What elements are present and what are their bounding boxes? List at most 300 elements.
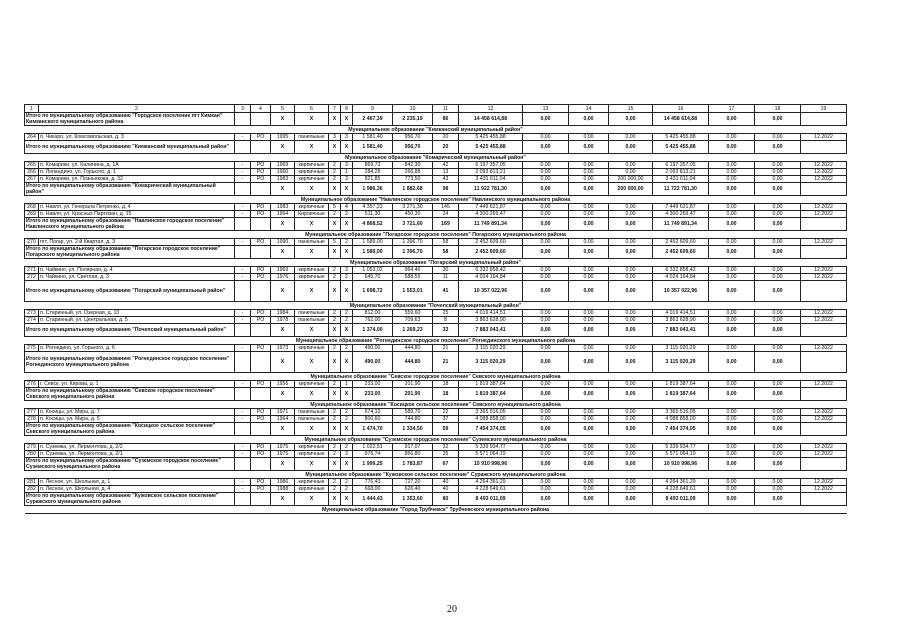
table-cell: 2 bbox=[329, 409, 341, 416]
total-cell: 1 374,00 bbox=[353, 324, 393, 337]
table-cell: 0,00 bbox=[609, 479, 653, 486]
address-cell: п. Комарики, ул. Позньякова, д. 32 bbox=[39, 176, 235, 183]
table-row bbox=[25, 211, 847, 218]
table-cell: 0,00 bbox=[609, 169, 653, 176]
total-label: Итого по муниципальному образованию "Городское поселение пгт Кимкан" Кимканского муниципального района bbox=[25, 113, 235, 126]
table-cell: 727,20 bbox=[393, 479, 433, 486]
total-cell: 1 589,00 bbox=[353, 246, 393, 259]
table-cell: PO bbox=[251, 381, 271, 388]
table-cell: 1956 bbox=[271, 381, 295, 388]
table-cell: 0,00 bbox=[709, 486, 755, 493]
table-cell: 674,10 bbox=[353, 409, 393, 416]
table-cell: 450,30 bbox=[393, 211, 433, 218]
table-cell: панельные bbox=[295, 310, 329, 317]
total-cell: 0,00 bbox=[609, 246, 653, 259]
total-cell: 14 458 614,88 bbox=[653, 113, 709, 126]
table-cell: 3 365 516,05 bbox=[653, 409, 709, 416]
total-cell: 0,00 bbox=[709, 493, 755, 506]
table-cell: кирпичные bbox=[295, 274, 329, 281]
total-cell: X bbox=[341, 324, 353, 337]
table-cell: 0,00 bbox=[609, 310, 653, 317]
table-cell: 645,70 bbox=[353, 274, 393, 281]
total-cell: 0,00 bbox=[755, 423, 801, 436]
total-label: Итого по муниципальному образованию "Косицкое сельское поселение" Севского муниципального района bbox=[25, 423, 235, 436]
table-cell: 201,90 bbox=[393, 381, 433, 388]
table-cell: 40 bbox=[433, 486, 459, 493]
table-cell: PO bbox=[251, 444, 271, 451]
table-cell: 268 bbox=[25, 204, 39, 211]
address-cell: п. Лесное, ул. Школьная, д. 1 bbox=[39, 479, 235, 486]
total-cell: 233,00 bbox=[353, 388, 393, 401]
table-cell: 0,00 bbox=[709, 239, 755, 246]
table-row bbox=[25, 176, 847, 183]
total-cell: 0,00 bbox=[569, 388, 609, 401]
table-cell: 2 bbox=[329, 479, 341, 486]
table-cell: 0,00 bbox=[755, 169, 801, 176]
table-cell: 1983 bbox=[271, 204, 295, 211]
table-cell: 0,00 bbox=[569, 444, 609, 451]
table-cell: 3 bbox=[341, 267, 353, 274]
column-number-cell: 16 bbox=[653, 105, 709, 113]
total-cell: 0,00 bbox=[755, 246, 801, 259]
table-cell: 776,43 bbox=[353, 479, 393, 486]
table-cell: 0,00 bbox=[523, 176, 569, 183]
section-title: Муниципальное образование "Навлинское городское поселение" Навлинского муниципального района bbox=[25, 196, 847, 204]
table-cell: 0,00 bbox=[569, 451, 609, 458]
table-cell: 0,00 bbox=[569, 169, 609, 176]
table-cell: 1986 bbox=[271, 479, 295, 486]
table-cell: 5 571 064,19 bbox=[459, 451, 523, 458]
table-cell: 1995 bbox=[271, 134, 295, 141]
total-row bbox=[25, 281, 847, 302]
table-cell: 1 bbox=[341, 381, 353, 388]
table-cell: 1 819 387,64 bbox=[459, 381, 523, 388]
total-cell: X bbox=[271, 324, 295, 337]
total-cell: 67 bbox=[433, 458, 459, 471]
address-cell: п. Чайкино, ул. Светлая, д. 3 bbox=[39, 274, 235, 281]
total-cell: 58 bbox=[433, 246, 459, 259]
table-cell: 2 bbox=[329, 169, 341, 176]
table-row bbox=[25, 345, 847, 352]
table-cell: 0,00 bbox=[755, 345, 801, 352]
total-cell: 0,00 bbox=[569, 493, 609, 506]
table-cell: 40 bbox=[433, 479, 459, 486]
total-cell: X bbox=[271, 183, 295, 196]
table-cell: 1960 bbox=[271, 169, 295, 176]
total-cell: 0,00 bbox=[609, 352, 653, 373]
table-cell: кирпичные bbox=[295, 444, 329, 451]
table-cell: 12.2022 bbox=[801, 317, 847, 324]
total-cell bbox=[251, 246, 271, 259]
table-row bbox=[25, 486, 847, 493]
table-cell: 559,60 bbox=[393, 310, 433, 317]
address-cell: п. Старинный, ул. Центральная, д. 5 bbox=[39, 317, 235, 324]
table-cell: 7 449 621,87 bbox=[459, 204, 523, 211]
table-cell: кирпичные bbox=[295, 162, 329, 169]
total-cell bbox=[251, 281, 271, 302]
total-label: Итого по муниципальному образованию "Погарское городское поселение" Погарского муниципального района bbox=[25, 246, 235, 259]
total-cell: 0,00 bbox=[609, 141, 653, 154]
table-cell: 3 431 611,04 bbox=[653, 176, 709, 183]
table-cell: 4 300 269,47 bbox=[653, 211, 709, 218]
total-cell: X bbox=[341, 458, 353, 471]
total-cell: 3 115 020,29 bbox=[459, 352, 523, 373]
total-row bbox=[25, 388, 847, 401]
table-cell: 2 093 813,21 bbox=[459, 169, 523, 176]
total-cell: 0,00 bbox=[709, 141, 755, 154]
table-cell: 1969 bbox=[271, 267, 295, 274]
table-cell: 21 bbox=[433, 345, 459, 352]
total-cell: 7 883 043,41 bbox=[459, 324, 523, 337]
section-title: Муниципальное образование "Косицкое сельское поселение" Севского муниципального района bbox=[25, 401, 847, 409]
table-cell: 0,00 bbox=[609, 345, 653, 352]
table-cell: 1978 bbox=[271, 317, 295, 324]
total-row bbox=[25, 183, 847, 196]
total-cell: X bbox=[341, 352, 353, 373]
table-cell: 0,00 bbox=[709, 409, 755, 416]
table-row bbox=[25, 451, 847, 458]
table-row bbox=[25, 317, 847, 324]
total-cell: X bbox=[271, 352, 295, 373]
table-cell: 0,00 bbox=[755, 381, 801, 388]
table-cell: 2 bbox=[341, 409, 353, 416]
total-cell bbox=[801, 458, 847, 471]
total-cell: 41 bbox=[433, 281, 459, 302]
table-cell: 3 bbox=[341, 176, 353, 183]
table-cell: 3 115 020,29 bbox=[653, 345, 709, 352]
table-cell: 281 bbox=[25, 479, 39, 486]
section-title: Муниципальное образование "Город Трубчевск" Трубчевского муниципального района bbox=[25, 506, 847, 514]
total-cell: 2 452 609,60 bbox=[653, 246, 709, 259]
table-cell: 0,00 bbox=[609, 409, 653, 416]
total-cell: 0,00 bbox=[755, 352, 801, 373]
table-cell: 1976 bbox=[271, 274, 295, 281]
total-cell: 1 581,40 bbox=[353, 141, 393, 154]
total-cell: 0,00 bbox=[523, 324, 569, 337]
table-cell: панельные bbox=[295, 416, 329, 423]
table-cell: 1990 bbox=[271, 239, 295, 246]
table-cell: 0,00 bbox=[569, 479, 609, 486]
table-cell: 12.2022 bbox=[801, 486, 847, 493]
total-cell bbox=[235, 183, 251, 196]
total-cell: 3 721,60 bbox=[393, 218, 433, 231]
column-number-cell: 8 bbox=[341, 105, 353, 113]
table-cell: 0,00 bbox=[755, 204, 801, 211]
total-cell bbox=[251, 352, 271, 373]
total-label: Итого по муниципальному образованию "Погарский муниципальный район" bbox=[25, 281, 235, 302]
table-cell: 1964 bbox=[271, 211, 295, 218]
total-cell: X bbox=[295, 113, 329, 126]
table-cell: 11 bbox=[433, 274, 459, 281]
total-row bbox=[25, 113, 847, 126]
total-cell bbox=[801, 218, 847, 231]
total-cell bbox=[235, 352, 251, 373]
total-cell: 1 353,60 bbox=[393, 493, 433, 506]
table-cell: 1964 bbox=[271, 416, 295, 423]
table-cell: 2 452 609,60 bbox=[459, 239, 523, 246]
total-cell: 0,00 bbox=[755, 493, 801, 506]
total-cell: 0,00 bbox=[569, 113, 609, 126]
table-cell: 0,00 bbox=[609, 444, 653, 451]
table-cell: 267 bbox=[25, 176, 39, 183]
table-cell: PO bbox=[251, 169, 271, 176]
table-row bbox=[25, 267, 847, 274]
table-cell: PO bbox=[251, 176, 271, 183]
table-cell: 956,70 bbox=[393, 134, 433, 141]
total-cell: 0,00 bbox=[709, 218, 755, 231]
table-cell: 0,00 bbox=[523, 169, 569, 176]
total-cell bbox=[235, 493, 251, 506]
table-cell: 12.2022 bbox=[801, 239, 847, 246]
total-cell bbox=[235, 324, 251, 337]
table-cell: 0,00 bbox=[569, 416, 609, 423]
total-cell: 0,00 bbox=[609, 423, 653, 436]
total-cell: 0,00 bbox=[755, 141, 801, 154]
table-cell: 626,40 bbox=[393, 486, 433, 493]
section-header-row bbox=[25, 506, 847, 514]
total-cell: 21 bbox=[433, 352, 459, 373]
total-cell: X bbox=[341, 281, 353, 302]
total-cell: 956,70 bbox=[393, 141, 433, 154]
table-cell: 0,00 bbox=[755, 317, 801, 324]
total-cell: 7 454 374,05 bbox=[459, 423, 523, 436]
total-cell: 0,00 bbox=[569, 281, 609, 302]
table-cell: 0,00 bbox=[609, 486, 653, 493]
total-cell: 0,00 bbox=[569, 218, 609, 231]
table-cell: 272 bbox=[25, 274, 39, 281]
table-cell: 0,00 bbox=[755, 267, 801, 274]
table-cell: 4 019 414,51 bbox=[653, 310, 709, 317]
table-cell: 0,00 bbox=[523, 444, 569, 451]
table-cell: 284,28 bbox=[353, 169, 393, 176]
total-cell: 0,00 bbox=[569, 324, 609, 337]
table-cell: 0,00 bbox=[755, 176, 801, 183]
table-cell: 0,00 bbox=[755, 486, 801, 493]
section-header-row bbox=[25, 436, 847, 444]
table-cell: панельные bbox=[295, 409, 329, 416]
total-cell: 0,00 bbox=[609, 493, 653, 506]
table-cell: 2 bbox=[341, 239, 353, 246]
total-row bbox=[25, 352, 847, 373]
total-cell: 1 698,72 bbox=[353, 281, 393, 302]
table-cell: 668,00 bbox=[353, 486, 393, 493]
table-cell: 0,00 bbox=[523, 451, 569, 458]
table-cell: 4 264 361,29 bbox=[459, 479, 523, 486]
table-cell: PO bbox=[251, 451, 271, 458]
table-cell: 1 581,40 bbox=[353, 134, 393, 141]
total-cell bbox=[235, 141, 251, 154]
total-label: Итого по муниципальному образованию "Почепский муниципальный район" bbox=[25, 324, 235, 337]
table-cell: кирпичные bbox=[295, 451, 329, 458]
table-cell: - bbox=[235, 176, 251, 183]
table-cell: 0,00 bbox=[709, 479, 755, 486]
table-cell: 5 339 934,77 bbox=[653, 444, 709, 451]
total-cell: 1 334,50 bbox=[393, 423, 433, 436]
table-cell: 12.2022 bbox=[801, 479, 847, 486]
table-cell: - bbox=[235, 169, 251, 176]
total-row bbox=[25, 493, 847, 506]
address-cell: п. Навля, ул. Красных Партизан, д. 15 bbox=[39, 211, 235, 218]
section-header-row bbox=[25, 471, 847, 479]
table-cell: 5 571 064,19 bbox=[653, 451, 709, 458]
table-row bbox=[25, 169, 847, 176]
total-cell: X bbox=[329, 246, 341, 259]
total-cell: 0,00 bbox=[709, 113, 755, 126]
total-cell bbox=[251, 183, 271, 196]
table-cell: 2 bbox=[329, 267, 341, 274]
table-cell: 2 bbox=[341, 310, 353, 317]
table-cell: 276 bbox=[25, 381, 39, 388]
total-cell: X bbox=[295, 183, 329, 196]
table-cell: PO bbox=[251, 317, 271, 324]
total-cell bbox=[801, 281, 847, 302]
total-cell: 0,00 bbox=[755, 324, 801, 337]
table-cell: 8 bbox=[433, 317, 459, 324]
total-cell: 10 910 998,96 bbox=[653, 458, 709, 471]
total-cell: X bbox=[329, 458, 341, 471]
table-cell: 2 bbox=[329, 451, 341, 458]
table-cell: 5 339 934,77 bbox=[459, 444, 523, 451]
table-cell: 277 bbox=[25, 409, 39, 416]
table-cell: 3 bbox=[341, 451, 353, 458]
table-cell: 12.2022 bbox=[801, 274, 847, 281]
table-cell: 3 bbox=[341, 162, 353, 169]
total-cell: 5 425 455,88 bbox=[653, 141, 709, 154]
section-title: Муниципальное образование "Погарское городское поселение" Погарского муниципального района bbox=[25, 231, 847, 239]
table-cell: 24 bbox=[433, 211, 459, 218]
table-cell: 3 863 628,90 bbox=[653, 317, 709, 324]
total-cell: X bbox=[295, 423, 329, 436]
table-cell: 275 bbox=[25, 345, 39, 352]
total-cell: 1 553,01 bbox=[393, 281, 433, 302]
table-cell: 0,00 bbox=[709, 162, 755, 169]
table-cell: кирпичные bbox=[295, 345, 329, 352]
table-cell: 12.2022 bbox=[801, 204, 847, 211]
table-cell: 0,00 bbox=[523, 134, 569, 141]
total-cell bbox=[801, 141, 847, 154]
table-cell: панельные bbox=[295, 317, 329, 324]
table-cell: 4 088 858,00 bbox=[459, 416, 523, 423]
table-cell: 2 452 609,60 bbox=[653, 239, 709, 246]
table-cell: 58 bbox=[433, 239, 459, 246]
table-cell: 12.2022 bbox=[801, 176, 847, 183]
total-cell bbox=[801, 388, 847, 401]
table-cell: 2 bbox=[341, 444, 353, 451]
table-cell: 5 bbox=[329, 204, 341, 211]
total-cell bbox=[801, 113, 847, 126]
total-cell: X bbox=[271, 458, 295, 471]
table-cell: 0,00 bbox=[709, 416, 755, 423]
table-cell: 1973 bbox=[271, 345, 295, 352]
table-cell: 12.2022 bbox=[801, 345, 847, 352]
total-cell bbox=[235, 246, 251, 259]
table-cell: 0,00 bbox=[709, 176, 755, 183]
total-cell: 3 115 020,29 bbox=[653, 352, 709, 373]
column-number-cell: 19 bbox=[801, 105, 847, 113]
table-cell: 444,80 bbox=[393, 345, 433, 352]
table-cell: 0,00 bbox=[523, 211, 569, 218]
total-cell: 14 458 614,88 bbox=[459, 113, 523, 126]
table-cell: 2 bbox=[329, 162, 341, 169]
table-cell: 278 bbox=[25, 416, 39, 423]
table-cell: 821,85 bbox=[353, 176, 393, 183]
column-number-cell: 4 bbox=[251, 105, 271, 113]
table-row bbox=[25, 409, 847, 416]
page-number: 20 bbox=[447, 604, 457, 615]
table-cell: 3 bbox=[329, 134, 341, 141]
table-cell: 1975 bbox=[271, 444, 295, 451]
table-cell: 3 863 628,90 bbox=[459, 317, 523, 324]
table-cell: 1 053,02 bbox=[353, 267, 393, 274]
total-cell: X bbox=[329, 141, 341, 154]
table-cell: PO bbox=[251, 239, 271, 246]
total-cell: 0,00 bbox=[709, 324, 755, 337]
total-cell: 0,00 bbox=[523, 458, 569, 471]
table-cell: 3 431 611,04 bbox=[459, 176, 523, 183]
table-cell: 0,00 bbox=[755, 479, 801, 486]
total-cell: X bbox=[329, 183, 341, 196]
total-cell: 0,00 bbox=[709, 183, 755, 196]
section-header-row bbox=[25, 302, 847, 310]
table-cell: 20 bbox=[433, 134, 459, 141]
table-cell: 0,00 bbox=[609, 274, 653, 281]
total-cell: X bbox=[271, 281, 295, 302]
table-cell: 280 bbox=[25, 451, 39, 458]
table-cell: 0,00 bbox=[755, 409, 801, 416]
table-cell: - bbox=[235, 310, 251, 317]
table-cell: 0,00 bbox=[569, 211, 609, 218]
total-cell bbox=[235, 113, 251, 126]
column-number-row bbox=[25, 105, 847, 113]
table-cell: 42 bbox=[433, 162, 459, 169]
table-cell: 12.2022 bbox=[801, 267, 847, 274]
table-cell: кирпичные bbox=[295, 204, 329, 211]
column-number-cell: 5 bbox=[271, 105, 295, 113]
table-cell: 12.2022 bbox=[801, 134, 847, 141]
table-cell: 0,00 bbox=[709, 267, 755, 274]
total-cell: 0,00 bbox=[609, 113, 653, 126]
table-cell: 0,00 bbox=[523, 317, 569, 324]
table-cell: 3 bbox=[341, 134, 353, 141]
table-cell: 1969 bbox=[271, 162, 295, 169]
total-cell: 11 749 891,34 bbox=[653, 218, 709, 231]
total-cell: 11 749 891,34 bbox=[459, 218, 523, 231]
table-cell: - bbox=[235, 416, 251, 423]
table-cell: 12.2022 bbox=[801, 416, 847, 423]
table-cell: 12.2022 bbox=[801, 162, 847, 169]
table-cell: 279 bbox=[25, 444, 39, 451]
table-cell: 2 bbox=[341, 274, 353, 281]
table-cell: 0,00 bbox=[569, 486, 609, 493]
total-cell: 59 bbox=[433, 423, 459, 436]
column-number-cell: 11 bbox=[433, 105, 459, 113]
table-cell: 0,00 bbox=[523, 345, 569, 352]
table-cell: 7 449 621,87 bbox=[653, 204, 709, 211]
table-cell: 6 332 858,42 bbox=[459, 267, 523, 274]
address-cell: п. Чикаро, ул. Комсомольская, д. 3 bbox=[39, 134, 235, 141]
total-cell: 8 493 011,09 bbox=[459, 493, 523, 506]
table-cell: PO bbox=[251, 204, 271, 211]
table-cell: 0,00 bbox=[523, 381, 569, 388]
table-cell: 812,00 bbox=[353, 310, 393, 317]
total-cell: X bbox=[329, 352, 341, 373]
total-cell: 10 357 022,96 bbox=[459, 281, 523, 302]
total-row bbox=[25, 218, 847, 231]
total-cell: 18 bbox=[433, 388, 459, 401]
total-cell: 11 922 781,30 bbox=[459, 183, 523, 196]
column-number-cell: 10 bbox=[393, 105, 433, 113]
total-cell: 0,00 bbox=[709, 352, 755, 373]
